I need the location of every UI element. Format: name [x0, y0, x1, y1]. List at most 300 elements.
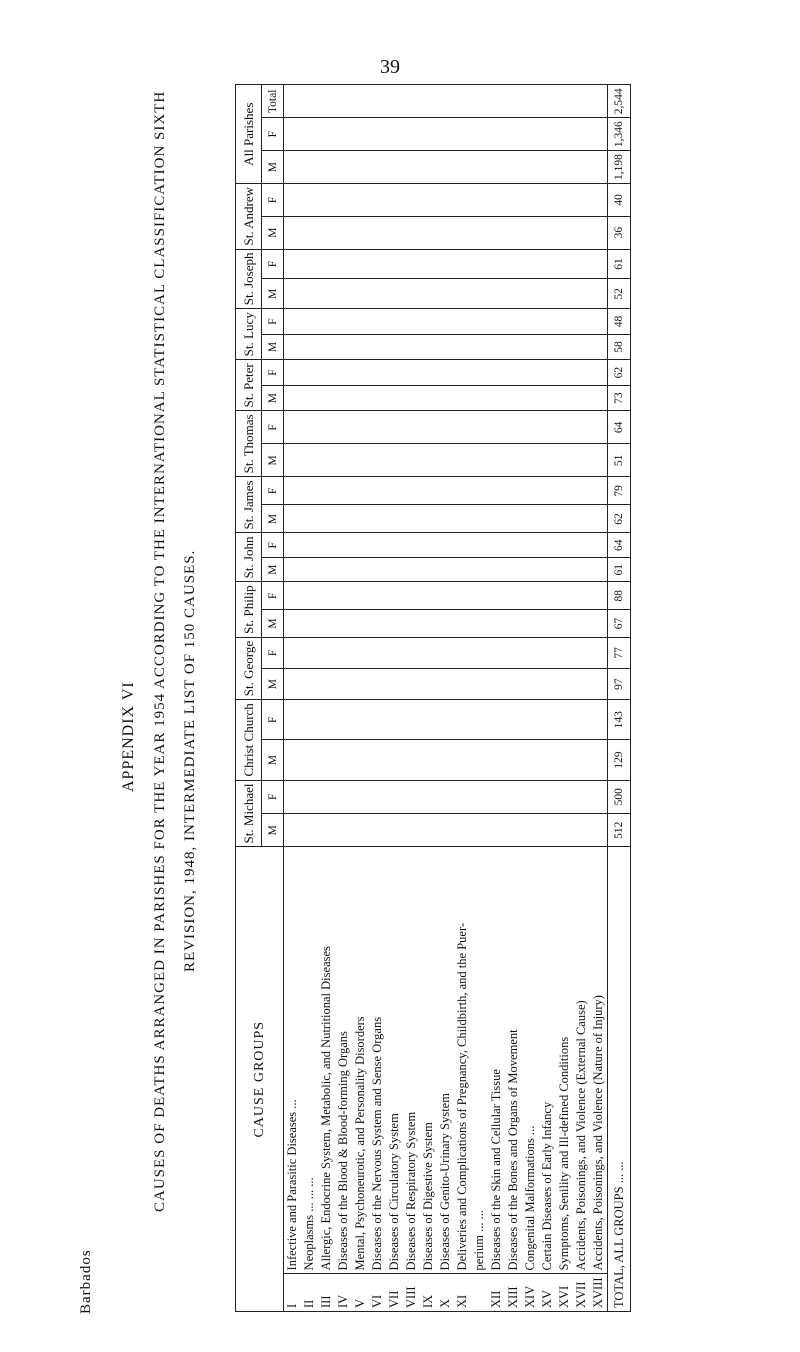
- table-cell: [590, 669, 608, 700]
- table-cell: [369, 557, 386, 581]
- table-cell: [505, 700, 522, 740]
- table-cell: [403, 610, 420, 638]
- table-cell: [556, 505, 573, 533]
- table-cell: [556, 411, 573, 444]
- table-cell: [454, 249, 471, 279]
- table-cell: [318, 700, 335, 740]
- table-cell: [386, 637, 403, 668]
- table-cell: [556, 557, 573, 581]
- parish-header: St. Joseph: [236, 249, 262, 309]
- table-cell: [471, 309, 488, 335]
- table-cell: [556, 118, 573, 151]
- total-cell: 52: [608, 279, 631, 309]
- table-cell: [454, 813, 471, 846]
- parish-header: St. Lucy: [236, 309, 262, 360]
- table-title: CAUSES OF DEATHS ARRANGED IN PARISHES FOR THE YEAR 1954 ACCORDING TO THE INTERNATIONAL STATISTICAL CLASSIFICATION SIXTH: [152, 90, 168, 1212]
- table-cell: [437, 216, 454, 249]
- table-cell: [369, 637, 386, 668]
- table-cell: [539, 334, 556, 360]
- table-cell: [539, 360, 556, 386]
- table-cell: [403, 477, 420, 505]
- table-cell: [573, 360, 590, 386]
- table-cell: [488, 637, 505, 668]
- cause-group-label: Mental, Psychoneurotic, and Personality Disorders: [352, 847, 369, 1274]
- cause-group-label: Diseases of Digestive System: [420, 847, 437, 1274]
- table-row: [522, 85, 539, 1312]
- table-cell: [403, 669, 420, 700]
- table-cell: [420, 477, 437, 505]
- table-cell: [488, 360, 505, 386]
- table-cell: [420, 444, 437, 477]
- table-cell: [352, 533, 369, 557]
- table-cell: [488, 444, 505, 477]
- table-cell: [437, 780, 454, 813]
- table-cell: [335, 85, 352, 118]
- cause-group-number: IX: [420, 1274, 437, 1312]
- table-cell: [522, 813, 539, 846]
- table-cell: [352, 85, 369, 118]
- table-cell: [420, 118, 437, 151]
- table-cell: [471, 700, 488, 740]
- table-cell: [301, 557, 318, 581]
- cause-group-label: Certain Diseases of Early Infancy: [539, 847, 556, 1274]
- table-cell: [505, 85, 522, 118]
- sex-header: M: [262, 505, 284, 533]
- table-cell: [352, 610, 369, 638]
- table-cell: [437, 477, 454, 505]
- table-cell: [522, 118, 539, 151]
- table-cell: [284, 85, 302, 118]
- table-cell: [488, 780, 505, 813]
- table-cell: [590, 477, 608, 505]
- table-cell: [301, 334, 318, 360]
- table-cell: [573, 309, 590, 335]
- table-cell: [437, 637, 454, 668]
- table-cell: [403, 813, 420, 846]
- table-cell: [369, 118, 386, 151]
- total-header: Total: [262, 85, 284, 118]
- table-cell: [454, 700, 471, 740]
- table-cell: [522, 700, 539, 740]
- table-cell: [284, 118, 302, 151]
- table-cell: [369, 411, 386, 444]
- table-cell: [369, 184, 386, 217]
- table-cell: [454, 740, 471, 780]
- table-cell: [573, 151, 590, 184]
- table-cell: [369, 444, 386, 477]
- table-cell: [386, 334, 403, 360]
- table-cell: [284, 279, 302, 309]
- table-cell: [301, 700, 318, 740]
- parish-header: Christ Church: [236, 700, 262, 780]
- cause-group-label: Infective and Parasitic Diseases ...: [284, 847, 302, 1274]
- table-cell: [471, 184, 488, 217]
- table-cell: [403, 279, 420, 309]
- table-cell: [471, 444, 488, 477]
- table-cell: [369, 533, 386, 557]
- total-cell: 79: [608, 477, 631, 505]
- total-cell: 61: [608, 557, 631, 581]
- table-cell: [505, 477, 522, 505]
- table-cell: [335, 610, 352, 638]
- total-cell: 36: [608, 216, 631, 249]
- table-cell: [471, 740, 488, 780]
- table-cell: [318, 477, 335, 505]
- table-cell: [488, 216, 505, 249]
- table-cell: [590, 151, 608, 184]
- table-cell: [301, 279, 318, 309]
- table-cell: [403, 505, 420, 533]
- cause-group-number: VI: [369, 1274, 386, 1312]
- cause-group-number: IV: [335, 1274, 352, 1312]
- sex-header: M: [262, 279, 284, 309]
- table-cell: [420, 334, 437, 360]
- table-cell: [386, 249, 403, 279]
- table-cell: [386, 780, 403, 813]
- table-cell: [386, 216, 403, 249]
- table-cell: [471, 505, 488, 533]
- table-cell: [335, 279, 352, 309]
- table-cell: [556, 334, 573, 360]
- table-row: [301, 85, 318, 1312]
- table-cell: [386, 118, 403, 151]
- table-cell: [454, 637, 471, 668]
- table-row: [318, 85, 335, 1312]
- table-cell: [488, 582, 505, 610]
- table-cell: [539, 740, 556, 780]
- table-cell: [471, 637, 488, 668]
- table-cell: [573, 477, 590, 505]
- table-cell: [437, 582, 454, 610]
- table-row: [539, 85, 556, 1312]
- table-cell: [454, 669, 471, 700]
- table-cell: [556, 444, 573, 477]
- table-cell: [522, 780, 539, 813]
- table-cell: [403, 700, 420, 740]
- table-cell: [539, 309, 556, 335]
- table-row: [573, 85, 590, 1312]
- table-cell: [386, 184, 403, 217]
- table-cell: [454, 444, 471, 477]
- table-cell: [539, 385, 556, 411]
- table-cell: [488, 385, 505, 411]
- table-cell: [539, 533, 556, 557]
- table-cell: [556, 309, 573, 335]
- table-cell: [352, 505, 369, 533]
- table-cell: [318, 813, 335, 846]
- cause-group-number: I: [284, 1274, 302, 1312]
- table-row: [454, 85, 471, 1312]
- table-cell: [301, 533, 318, 557]
- table-body: [284, 85, 631, 1312]
- table-cell: [335, 780, 352, 813]
- table-cell: [437, 533, 454, 557]
- table-cell: [437, 118, 454, 151]
- table-cell: [369, 582, 386, 610]
- table-cell: [301, 249, 318, 279]
- table-cell: [454, 533, 471, 557]
- table-cell: [403, 582, 420, 610]
- table-cell: [539, 813, 556, 846]
- table-cell: [454, 151, 471, 184]
- table-cell: [352, 279, 369, 309]
- table-cell: [420, 184, 437, 217]
- table-cell: [318, 533, 335, 557]
- table-cell: [556, 477, 573, 505]
- table-cell: [437, 360, 454, 386]
- table-cell: [301, 118, 318, 151]
- table-cell: [386, 700, 403, 740]
- cause-group-label: Deliveries and Complications of Pregnancy, Childbirth, and the Puer-: [454, 847, 471, 1274]
- table-cell: [556, 184, 573, 217]
- table-row: [284, 85, 302, 1312]
- parish-header: St. James: [236, 477, 262, 533]
- table-cell: [318, 184, 335, 217]
- table-cell: [437, 85, 454, 118]
- table-cell: [573, 216, 590, 249]
- sex-header: M: [262, 740, 284, 780]
- table-cell: [284, 533, 302, 557]
- table-cell: [590, 505, 608, 533]
- table-cell: [471, 216, 488, 249]
- table-cell: [352, 309, 369, 335]
- table-row: [590, 85, 608, 1312]
- table-cell: [573, 700, 590, 740]
- table-cell: [454, 505, 471, 533]
- table-cell: [403, 385, 420, 411]
- table-cell: [590, 411, 608, 444]
- table-cell: [437, 813, 454, 846]
- table-cell: [318, 151, 335, 184]
- table-cell: [352, 151, 369, 184]
- table-cell: [403, 740, 420, 780]
- table-cell: [471, 85, 488, 118]
- table-cell: [505, 216, 522, 249]
- table-cell: [301, 151, 318, 184]
- table-cell: [590, 557, 608, 581]
- table-cell: [301, 85, 318, 118]
- table-cell: [284, 637, 302, 668]
- total-cell: 129: [608, 740, 631, 780]
- table-cell: [573, 533, 590, 557]
- table-cell: [556, 582, 573, 610]
- total-cell: 40: [608, 184, 631, 217]
- table-cell: [420, 411, 437, 444]
- table-cell: [301, 309, 318, 335]
- table-cell: [352, 740, 369, 780]
- cause-group-number: III: [318, 1274, 335, 1312]
- table-cell: [318, 669, 335, 700]
- table-cell: [471, 557, 488, 581]
- table-cell: [318, 118, 335, 151]
- table-cell: [556, 637, 573, 668]
- table-cell: [590, 118, 608, 151]
- cause-group-number: XI: [454, 1274, 471, 1312]
- table-cell: [454, 477, 471, 505]
- table-cell: [284, 780, 302, 813]
- table-cell: [437, 385, 454, 411]
- table-cell: [522, 279, 539, 309]
- table-cell: [522, 385, 539, 411]
- table-cell: [522, 557, 539, 581]
- table-cell: [284, 740, 302, 780]
- table-cell: [335, 582, 352, 610]
- table-cell: [539, 85, 556, 118]
- table-cell: [573, 637, 590, 668]
- table-cell: [335, 533, 352, 557]
- table-cell: [352, 637, 369, 668]
- table-cell: [522, 184, 539, 217]
- table-cell: [590, 813, 608, 846]
- table-cell: [471, 151, 488, 184]
- table-cell: [522, 216, 539, 249]
- total-cell: 73: [608, 385, 631, 411]
- table-cell: [386, 385, 403, 411]
- table-cell: [539, 557, 556, 581]
- table-cell: [352, 411, 369, 444]
- total-cell: 48: [608, 309, 631, 335]
- table-cell: [369, 385, 386, 411]
- table-cell: [403, 85, 420, 118]
- cause-group-label: Diseases of the Skin and Cellular Tissue: [488, 847, 505, 1274]
- sex-header: F: [262, 700, 284, 740]
- table-cell: [352, 360, 369, 386]
- table-cell: [488, 533, 505, 557]
- table-cell: [403, 184, 420, 217]
- table-cell: [539, 505, 556, 533]
- table-cell: [437, 309, 454, 335]
- table-cell: [471, 334, 488, 360]
- table-cell: [522, 151, 539, 184]
- table-row: [505, 85, 522, 1312]
- table-row: [437, 85, 454, 1312]
- table-cell: [335, 249, 352, 279]
- table-cell: [301, 780, 318, 813]
- table-cell: [284, 582, 302, 610]
- table-cell: [590, 334, 608, 360]
- table-cell: [318, 360, 335, 386]
- table-cell: [471, 533, 488, 557]
- table-cell: [403, 533, 420, 557]
- sex-header: M: [262, 813, 284, 846]
- table-cell: [386, 533, 403, 557]
- table-cell: [284, 557, 302, 581]
- total-cell: 64: [608, 411, 631, 444]
- table-cell: [454, 780, 471, 813]
- cause-group-number: V: [352, 1274, 369, 1312]
- table-cell: [420, 151, 437, 184]
- table-cell: [471, 411, 488, 444]
- table-cell: [420, 309, 437, 335]
- table-cell: [488, 505, 505, 533]
- table-cell: [471, 669, 488, 700]
- header-left: Barbados: [78, 1249, 94, 1314]
- table-cell: [539, 279, 556, 309]
- table-cell: [522, 444, 539, 477]
- table-cell: [573, 334, 590, 360]
- table-cell: [488, 309, 505, 335]
- table-cell: [488, 669, 505, 700]
- cause-group-label: Diseases of the Blood & Blood-forming Organs: [335, 847, 352, 1274]
- table-cell: [437, 411, 454, 444]
- table-cell: [284, 385, 302, 411]
- table-cell: [352, 118, 369, 151]
- table-cell: [590, 184, 608, 217]
- table-cell: [318, 610, 335, 638]
- table-cell: [590, 637, 608, 668]
- table-cell: [335, 216, 352, 249]
- table-cell: [573, 740, 590, 780]
- table-cell: [403, 411, 420, 444]
- table-cell: [539, 151, 556, 184]
- table-cell: [488, 151, 505, 184]
- table-cell: [573, 279, 590, 309]
- table-cell: [522, 360, 539, 386]
- table-cell: [420, 669, 437, 700]
- table-cell: [301, 610, 318, 638]
- sex-header: F: [262, 360, 284, 386]
- table-cell: [284, 151, 302, 184]
- appendix-title: APPENDIX VI: [120, 681, 137, 792]
- sex-header: M: [262, 669, 284, 700]
- table-cell: [454, 118, 471, 151]
- cause-group-label: Diseases of Genito-Urinary System: [437, 847, 454, 1274]
- parish-header: St. Andrew: [236, 184, 262, 250]
- table-cell: [522, 334, 539, 360]
- table-cell: [403, 334, 420, 360]
- table-cell: [539, 216, 556, 249]
- table-cell: [318, 85, 335, 118]
- table-cell: [403, 637, 420, 668]
- table-cell: [352, 334, 369, 360]
- table-cell: [505, 360, 522, 386]
- table-cell: [301, 411, 318, 444]
- table-cell: [301, 637, 318, 668]
- table-cell: [573, 669, 590, 700]
- sex-header: F: [262, 184, 284, 217]
- table-cell: [471, 249, 488, 279]
- table-cell: [352, 780, 369, 813]
- total-cell: 62: [608, 505, 631, 533]
- table-cell: [539, 637, 556, 668]
- table-cell: [522, 249, 539, 279]
- table-cell: [454, 582, 471, 610]
- table-cell: [437, 740, 454, 780]
- table-cell: [505, 309, 522, 335]
- table-cell: [437, 334, 454, 360]
- table-cell: [471, 385, 488, 411]
- table-cell: [454, 216, 471, 249]
- table-cell: [556, 279, 573, 309]
- table-cell: [488, 85, 505, 118]
- table-cell: [454, 411, 471, 444]
- table-cell: [369, 740, 386, 780]
- table-cell: [437, 557, 454, 581]
- table-cell: [420, 505, 437, 533]
- total-cell: 62: [608, 360, 631, 386]
- table-cell: [556, 249, 573, 279]
- table-cell: [284, 184, 302, 217]
- table-cell: [420, 533, 437, 557]
- table-cell: [369, 669, 386, 700]
- table-cell: [420, 85, 437, 118]
- table-cell: [284, 216, 302, 249]
- total-cell: 51: [608, 444, 631, 477]
- cause-group-label: Diseases of the Bones and Organs of Movement: [505, 847, 522, 1274]
- cause-group-number: XV: [539, 1274, 556, 1312]
- table-cell: [369, 309, 386, 335]
- table-cell: [318, 582, 335, 610]
